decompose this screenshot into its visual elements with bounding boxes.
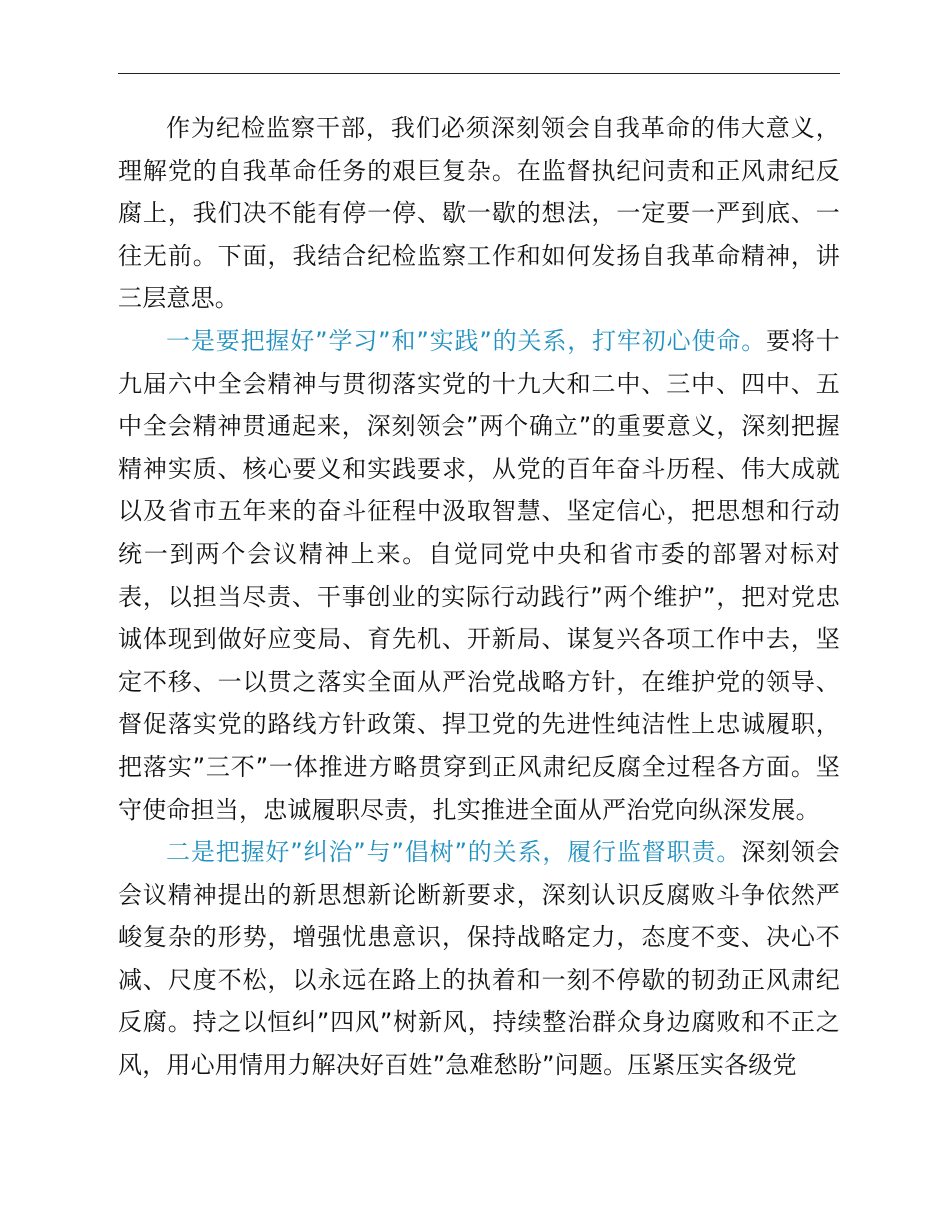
paragraph-intro-text: 作为纪检监察干部，我们必须深刻领会自我革命的伟大意义，理解党的自我革命任务的艰巨复杂。在监督执纪问责和正风肃纪反腐上，我们决不能有停一停、歇一歇的想法，一定要一严到底、一往无前。下面，我结合纪检监察工作和如何发扬自我革命精神，讲三层意思。: [118, 114, 840, 313]
point-two-heading: 二是把握好”纠治”与”倡树”的关系，履行监督职责。: [166, 838, 742, 867]
document-body: [118, 107, 840, 1087]
point-one-heading: 一是要把握好”学习”和”实践”的关系，打牢初心使命。: [166, 326, 767, 355]
paragraph-intro: [118, 107, 840, 320]
header-rule: [118, 73, 840, 74]
paragraph-point-one: [118, 320, 840, 831]
point-two-text: 深刻领会会议精神提出的新思想新论断新要求，深刻认识反腐败斗争依然严峻复杂的形势，增强忧患意识，保持战略定力，态度不变、决心不减、尺度不松，以永远在路上的执着和一刻不停歇的韧劲正风肃纪反腐。持之以恒纠”四风”树新风，持续整治群众身边腐败和不正之风，用心用情用力解决好百姓”急难愁盼”问题。压紧压实各级党: [118, 838, 840, 1080]
paragraph-point-two: [118, 831, 840, 1087]
point-one-text: 要将十九届六中全会精神与贯彻落实党的十九大和二中、三中、四中、五中全会精神贯通起来，深刻领会”两个确立”的重要意义，深刻把握精神实质、核心要义和实践要求，从党的百年奋斗历程、伟大成就以及省市五年来的奋斗征程中汲取智慧、坚定信心，把思想和行动统一到两个会议精神上来。自觉同党中央和省市委的部署对标对表，以担当尽责、干事创业的实际行动践行”两个维护”，把对党忠诚体现到做好应变局、育先机、开新局、谋复兴各项工作中去，坚定不移、一以贯之落实全面从严治党战略方针，在维护党的领导、督促落实党的路线方针政策、捍卫党的先进性纯洁性上忠诚履职，把落实”三不”一体推进方略贯穿到正风肃纪反腐全过程各方面。坚守使命担当，忠诚履职尽责，扎实推进全面从严治党向纵深发展。: [118, 326, 840, 824]
